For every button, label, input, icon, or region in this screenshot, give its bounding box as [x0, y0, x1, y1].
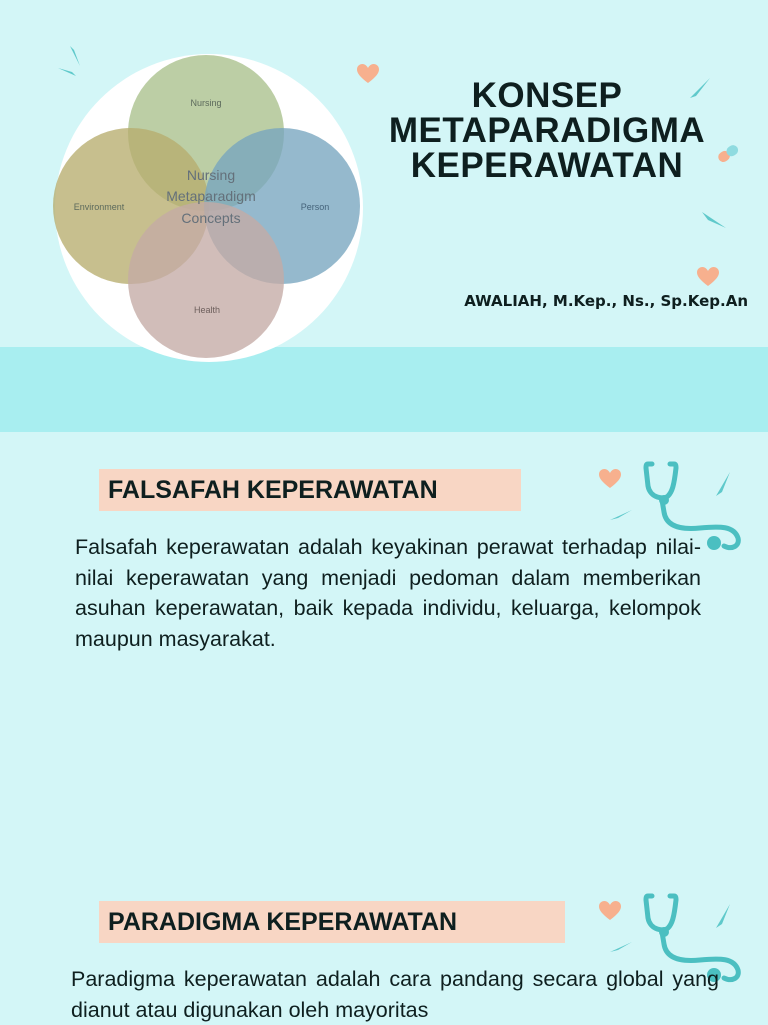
heart-icon [598, 468, 622, 490]
section-heading-falsafah: FALSAFAH KEPERAWATAN [99, 469, 521, 511]
title-line-3: KEPERAWATAN [410, 146, 684, 185]
leaf-accent-icon [608, 940, 634, 954]
section-body-paradigma: Paradigma keperawatan adalah cara pandang secara global yang dianut atau digunakan oleh mayoritas [71, 967, 719, 1022]
heart-icon [696, 266, 720, 288]
heart-icon [598, 900, 622, 922]
label-person: Person [300, 202, 330, 212]
leaf-accent-icon [608, 508, 634, 522]
leaf-accent-icon [54, 42, 90, 80]
section-body-falsafah: Falsafah keperawatan adalah keyakinan perawat terhadap nilai-nilai keperawatan yang menjadi pedoman dalam memberikan asuhan keperawatan, baik kepada individu, keluarga, kelompok maupun masyarakat. [75, 535, 701, 651]
author-name: AWALIAH, M.Kep., Ns., Sp.Kep.An [464, 292, 748, 310]
label-nursing: Nursing [190, 98, 222, 108]
heart-icon [356, 63, 380, 85]
center-label-line-3: Concepts [181, 210, 241, 226]
label-environment: Environment [73, 202, 125, 212]
page-title [372, 78, 722, 183]
leaf-accent-icon [700, 210, 730, 232]
leaf-accent-icon [688, 74, 714, 100]
center-label-line-1: Nursing [186, 167, 236, 183]
capsule-icon [714, 140, 744, 166]
label-health: Health [193, 305, 221, 315]
title-line-1: KONSEP [471, 76, 623, 115]
section-heading-paradigma: PARADIGMA KEPERAWATAN [99, 901, 565, 943]
center-label-line-2: Metaparadigm [166, 188, 256, 204]
title-line-2: METAPARADIGMA [388, 111, 706, 150]
